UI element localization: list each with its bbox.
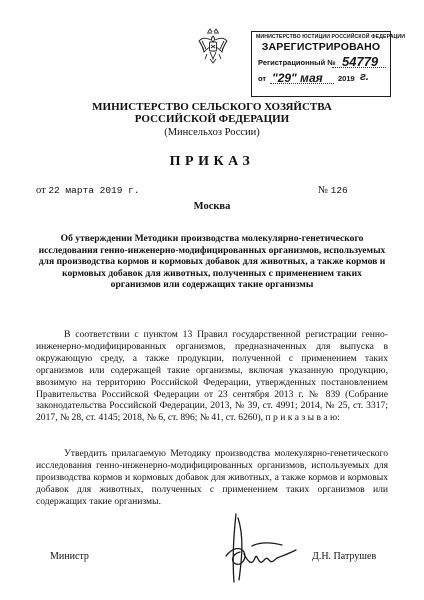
- city: Москва: [193, 201, 231, 212]
- order-number-label: №: [318, 185, 329, 196]
- order-date-prefix: от: [36, 185, 46, 196]
- stamp-reg-row: [256, 55, 386, 69]
- preamble-paragraph: В соответствии с пунктом 13 Правил государственной регистрации генно-инженерно-модифицированных организмов, предназначенных для выпуска в окружающую среду, а также продукции, полученной с применением таких организмов или содержащей такие организмы, включая указанную продукцию, ввозимую на территорию Российской Федерации, утвержденных постановлением Правительства Российской Федерации от 23 сентября 2013 г. № 839 (Собрание законодательства Российской Федерации, 2013, № 39, ст. 4991; 2014, № 25, ст. 3317; 2017, № 28, ст. 4145; 2018, № 6, ст. 896; № 41, ст. 6260), п р и к а з ы в а ю:: [36, 329, 388, 424]
- stamp-ministry: МИНИСТЕРСТВО ЮСТИЦИИ РОССИЙСКОЙ ФЕДЕРАЦИИ: [256, 34, 406, 40]
- stamp-reg-label: Регистрационный №: [258, 58, 336, 67]
- coat-of-arms-icon: [198, 28, 228, 64]
- ministry-line-1: МИНИСТЕРСТВО СЕЛЬСКОГО ХОЗЯЙСТВА: [92, 101, 332, 113]
- order-date-value: 22 марта 2019 г.: [48, 185, 140, 196]
- ministry-line-2: РОССИЙСКОЙ ФЕДЕРАЦИИ: [134, 113, 290, 125]
- stamp-title: ЗАРЕГИСТРИРОВАНО: [261, 41, 381, 53]
- signature-icon: [222, 512, 300, 584]
- stamp-date: "29" мая: [272, 71, 323, 85]
- order-subject: Об утверждении Методики производства молекулярно-генетического исследования генно-инженерно-модифицированных организмов, используемых для производства кормов и кормовых добавок для животных, а также кормов и кормовых добавок для животных, полученных с применением таких организмов или содержащих такие организмы: [38, 233, 386, 291]
- ministry-short-name: (Минсельхоз России): [164, 127, 260, 138]
- order-date: [36, 185, 140, 196]
- registration-stamp: [251, 31, 406, 97]
- order-number: [318, 185, 348, 196]
- stamp-reg-number: 54779: [342, 54, 379, 69]
- stamp-date-row: [256, 71, 386, 85]
- stamp-year: 2019: [338, 74, 355, 83]
- stamp-year-suffix: г.: [360, 71, 369, 83]
- stamp-date-prefix: от: [258, 74, 267, 83]
- signer-name: Д.Н. Патрушев: [312, 551, 377, 562]
- order-number-value: 126: [330, 185, 348, 196]
- document-type: ПРИКАЗ: [169, 154, 255, 169]
- ministry-name: [0, 101, 424, 125]
- signer-position: Министр: [50, 551, 89, 562]
- resolution-paragraph: Утвердить прилагаемую Методику производства молекулярно-генетического исследования генно-инженерно-модифицированных организмов, используемых для производства кормов и кормовых добавок для животных, а также кормов и кормовых добавок для животных, полученных с применением таких организмов или содержащих такие организмы.: [36, 448, 388, 507]
